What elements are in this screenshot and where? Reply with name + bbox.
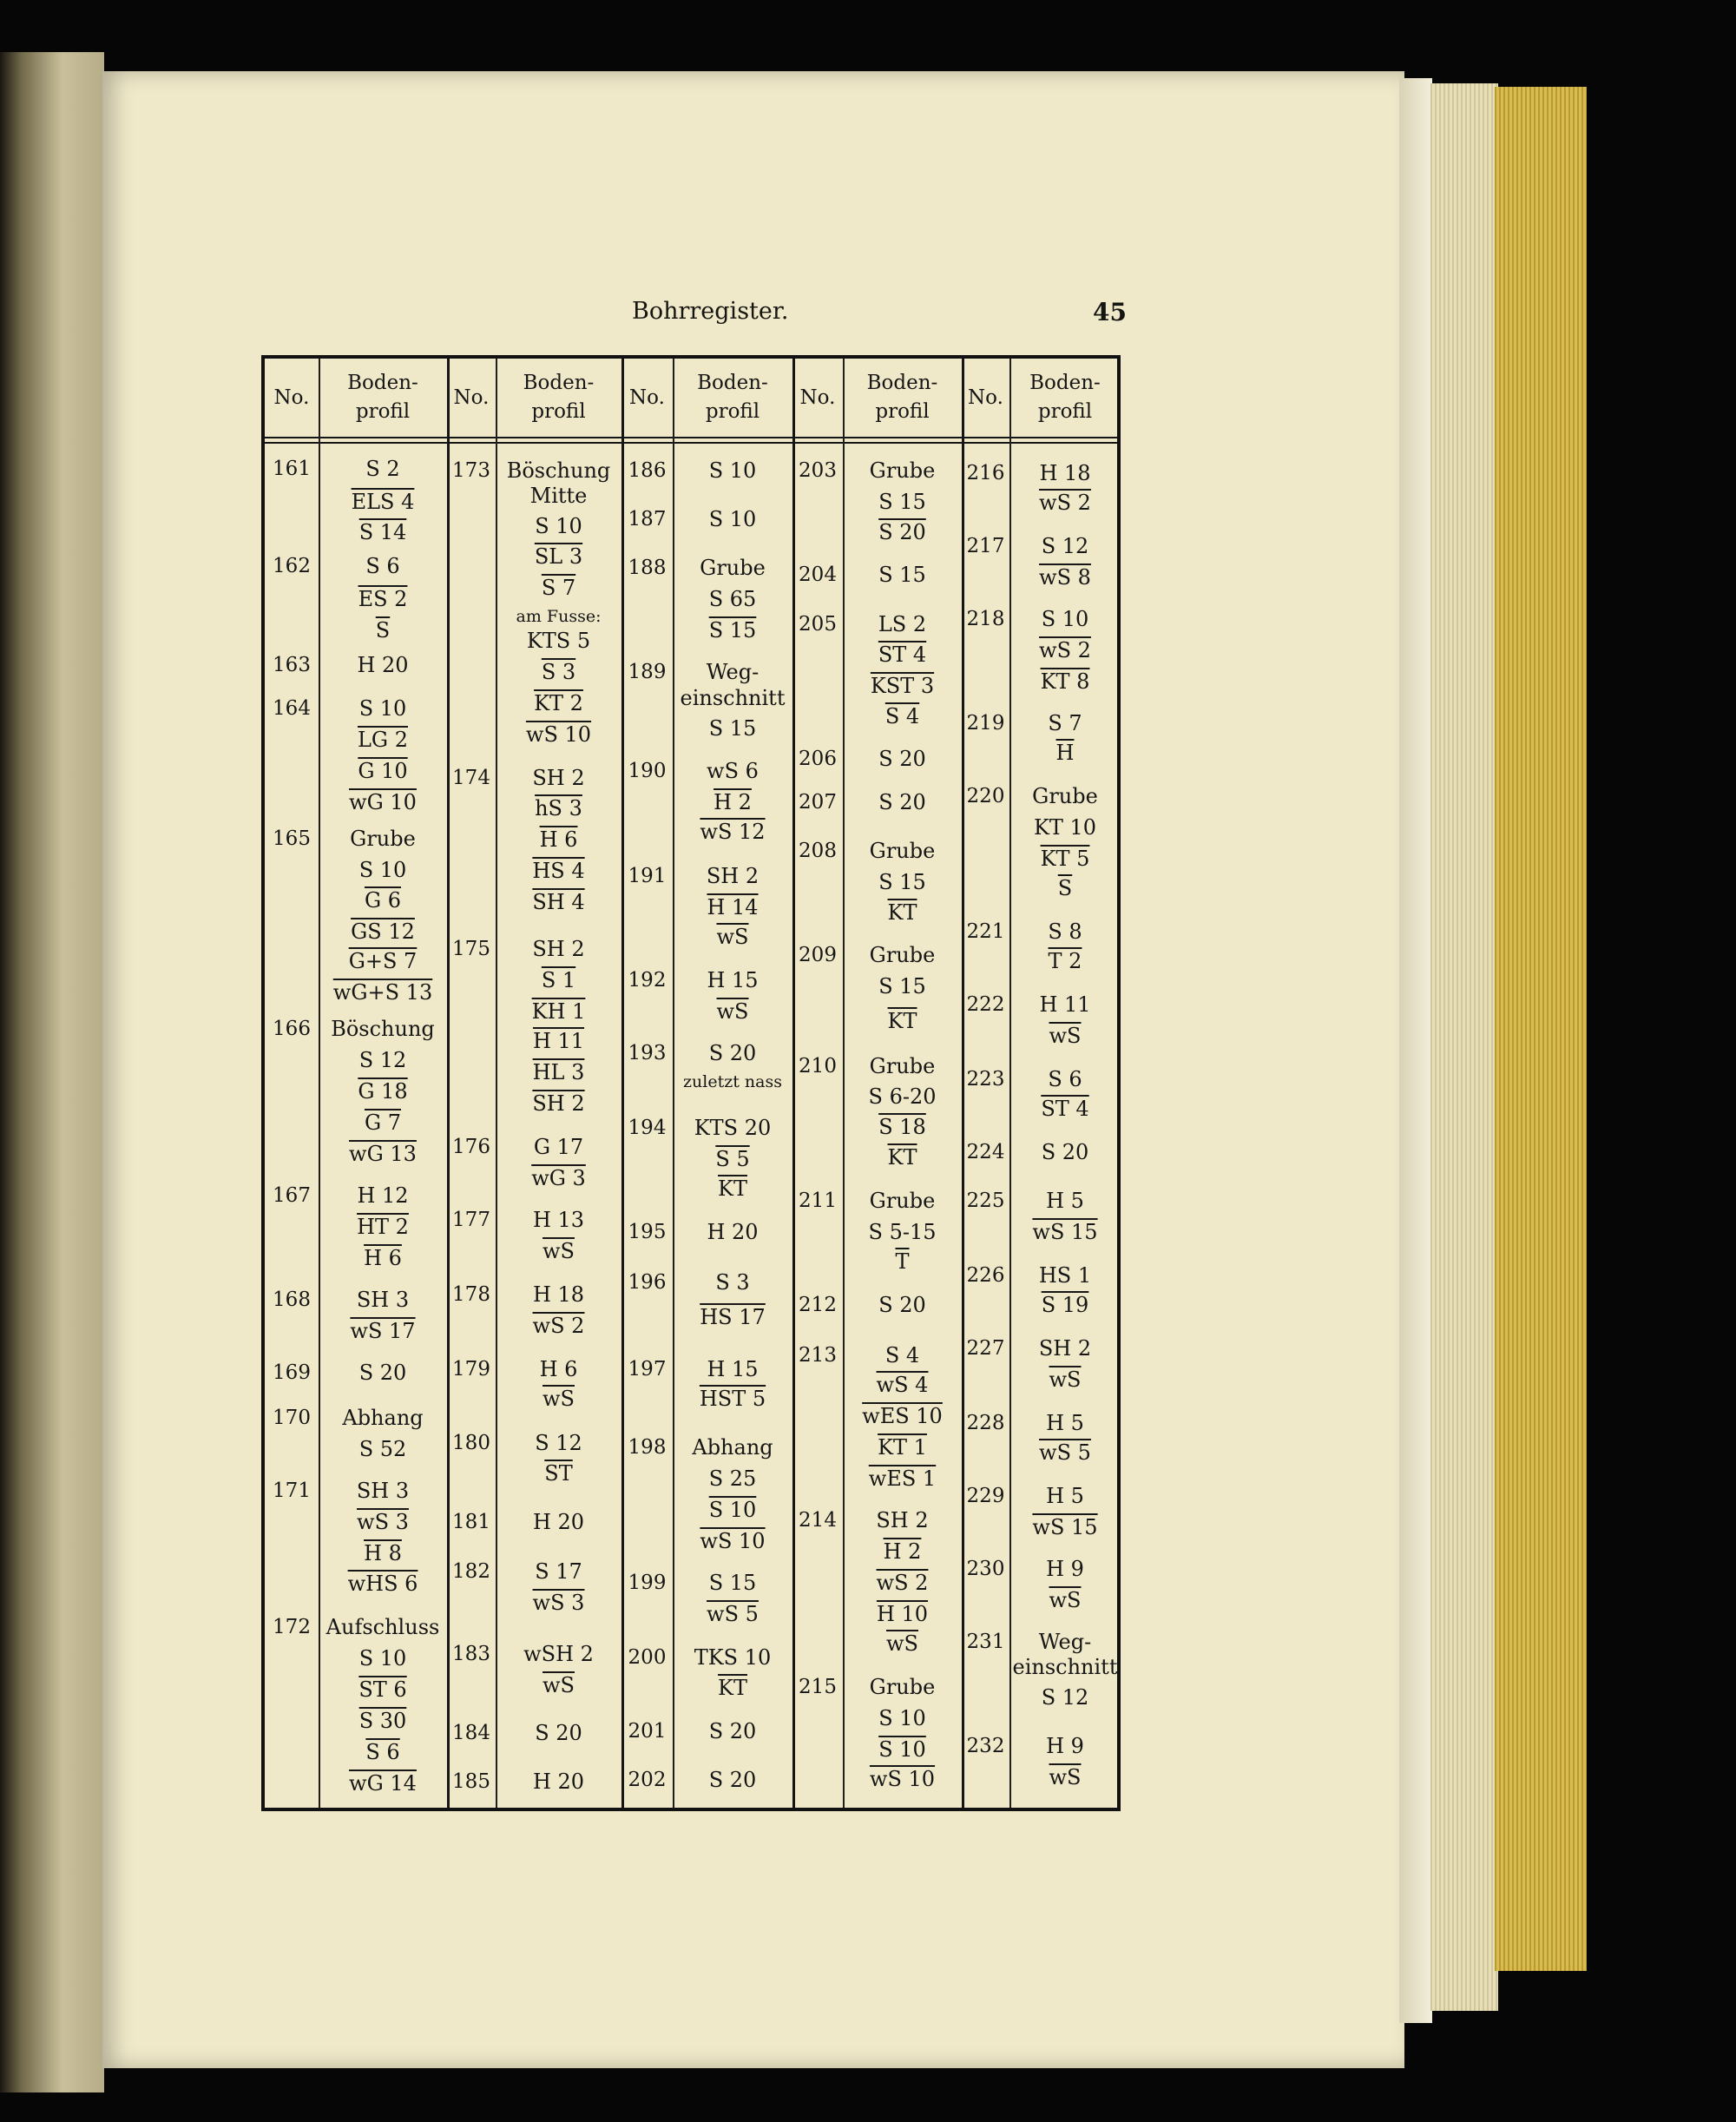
bodenprofil-layer: S 8: [1048, 919, 1082, 945]
bodenprofil-layer: S 18: [878, 1114, 926, 1139]
bohrung-number: 229: [966, 1485, 1005, 1508]
bodenprofil-layer: wG 3: [531, 1165, 586, 1190]
bodenprofil-layer: S 20: [708, 1041, 757, 1066]
bodenprofil-layer: S 20: [358, 1361, 407, 1386]
bodenprofil-layer: TKS 10: [694, 1644, 772, 1670]
bodenprofil-layer: S 15: [878, 869, 926, 894]
bohrung-number: 218: [966, 608, 1005, 631]
bodenprofil-layer: $\overline{S}$: [1057, 876, 1073, 901]
bodenprofil-layer: HT 2: [357, 1214, 409, 1239]
bohrung-number: 222: [966, 993, 1005, 1017]
bodenprofil-layer: $\overline{T}$: [895, 1249, 910, 1275]
bodenprofil-layer: LG 2: [357, 727, 408, 752]
page-number: 45: [1093, 298, 1127, 326]
bohrung-number: 164: [273, 697, 311, 721]
bodenprofil-layer: HS 4: [532, 859, 585, 884]
bodenprofil-layer: einschnitt: [680, 685, 786, 710]
bohrung-number: 165: [273, 827, 311, 850]
bohrung-number: 219: [966, 712, 1005, 735]
bodenprofil-layer: wS 15: [1032, 1514, 1098, 1539]
bodenprofil-layer: H 13: [532, 1208, 585, 1233]
bohrung-number: 199: [628, 1571, 667, 1594]
bodenprofil-layer: zuletzt nass: [683, 1072, 782, 1092]
bohrung-number: 169: [273, 1361, 311, 1385]
bodenprofil-layer: G 17: [533, 1135, 584, 1160]
bodenprofil-layer: S 6: [365, 1739, 400, 1764]
bodenprofil-layer: H 2: [713, 789, 752, 814]
header-rule-double: [265, 442, 1117, 444]
bohrung-number: 208: [799, 839, 837, 862]
bodenprofil-layer: Aufschluss: [326, 1615, 440, 1640]
bohrung-number: 204: [799, 563, 837, 586]
bohrung-number: 226: [966, 1264, 1005, 1288]
bohrung-number: 203: [799, 458, 837, 482]
bodenprofil-layer: wG 13: [349, 1141, 417, 1166]
bohrung-number: 166: [273, 1018, 311, 1041]
bohrung-number: 210: [799, 1054, 837, 1077]
bodenprofil-layer: ST 4: [1041, 1097, 1089, 1122]
bodenprofil-layer: H 5: [1046, 1484, 1084, 1509]
bodenprofil-layer: wS 2: [1039, 638, 1091, 662]
bodenprofil-layer: H 11: [1039, 992, 1091, 1018]
bohrung-number: 176: [452, 1136, 490, 1159]
bodenprofil-layer: S 20: [878, 746, 926, 771]
bodenprofil-layer: S 1: [541, 968, 576, 993]
bodenprofil-layer: wHS 6: [347, 1572, 418, 1597]
bodenprofil-layer: S 5-15: [868, 1220, 937, 1245]
bodenprofil-layer: wES 10: [862, 1404, 943, 1429]
bohrung-number: 198: [628, 1436, 667, 1460]
bohrung-number: 207: [799, 790, 837, 814]
bohrung-number: 225: [966, 1190, 1005, 1213]
bodenprofil-layer: S 10: [358, 857, 407, 882]
bodenprofil-layer: H 2: [883, 1539, 922, 1565]
header-bodenprofil: Boden- profil: [1029, 372, 1101, 423]
bodenprofil-layer: Mitte: [529, 484, 588, 509]
bohrung-number: 187: [628, 507, 667, 530]
bodenprofil-layer: wS 8: [1039, 564, 1091, 590]
bohrung-number: 200: [628, 1645, 667, 1669]
bodenprofil-layer: S 6: [1048, 1067, 1082, 1092]
bodenprofil-layer: S 15: [708, 617, 757, 643]
bodenprofil-layer: G 10: [358, 758, 408, 783]
bodenprofil-layer: KT 5: [1040, 847, 1090, 872]
bodenprofil-layer: Grube: [869, 1189, 936, 1214]
bohrung-number: 171: [273, 1479, 311, 1502]
bohrung-number: 181: [452, 1510, 490, 1533]
bodenprofil-layer: T 2: [1048, 949, 1082, 974]
bodenprofil-layer: S 10: [358, 696, 407, 722]
bodenprofil-layer: $\overline{wS}$: [1049, 1588, 1082, 1613]
bodenprofil-layer: S 14: [358, 520, 407, 545]
header-bodenprofil: Boden- profil: [347, 372, 418, 423]
gilt-page-edge: [1495, 87, 1587, 1971]
bodenprofil-layer: ES 2: [358, 586, 408, 611]
bodenprofil-layer: ELS 4: [351, 489, 415, 514]
bodenprofil-layer: H 20: [532, 1509, 585, 1534]
bodenprofil-layer: H 14: [707, 895, 759, 920]
bodenprofil-layer: KT 8: [1040, 669, 1090, 694]
bodenprofil-layer: Grube: [700, 555, 766, 580]
bodenprofil-layer: wS 12: [700, 819, 766, 844]
bohrung-number: 172: [273, 1616, 311, 1639]
bodenprofil-layer: H 10: [876, 1601, 929, 1626]
bodenprofil-layer: wG 14: [349, 1770, 417, 1796]
bodenprofil-layer: wS 10: [525, 722, 592, 747]
bodenprofil-layer: wS 3: [357, 1509, 409, 1534]
bodenprofil-layer: S 7: [1048, 711, 1082, 736]
bodenprofil-layer: S 20: [878, 789, 926, 814]
bodenprofil-layer: $\overline{wS}$: [886, 1631, 918, 1657]
bohrung-number: 180: [452, 1432, 490, 1455]
bohrung-number: 205: [799, 613, 837, 636]
bodenprofil-layer: S 12: [1041, 533, 1089, 558]
bodenprofil-layer: S 20: [1041, 1140, 1089, 1165]
bohrung-number: 173: [452, 458, 490, 482]
bodenprofil-layer: S 52: [358, 1436, 407, 1461]
bodenprofil-layer: $\overline{KT}$: [718, 1676, 747, 1701]
bodenprofil-layer: SH 3: [356, 1478, 410, 1503]
bodenprofil-layer: wS 2: [876, 1570, 929, 1595]
bodenprofil-layer: S 10: [708, 458, 757, 483]
facing-page-edge: [0, 52, 104, 2092]
bodenprofil-layer: Abhang: [342, 1405, 424, 1430]
bodenprofil-layer: Böschung: [331, 1017, 435, 1042]
bodenprofil-layer: ST 6: [358, 1677, 407, 1703]
header-no: No.: [273, 386, 310, 409]
bohrung-number: 214: [799, 1509, 837, 1532]
bodenprofil-layer: H 9: [1046, 1734, 1084, 1759]
bodenprofil-layer: S 15: [708, 716, 757, 741]
bodenprofil-layer: $\overline{H}$: [1055, 741, 1075, 766]
bodenprofil-layer: HS 17: [700, 1305, 766, 1330]
bodenprofil-layer: SH 3: [356, 1288, 410, 1313]
bodenprofil-layer: Grube: [1032, 784, 1098, 809]
bodenprofil-layer: S 7: [541, 576, 576, 601]
bohrung-number: 184: [452, 1721, 490, 1744]
bodenprofil-layer: H 8: [364, 1540, 402, 1565]
bodenprofil-layer: S 17: [535, 1559, 582, 1585]
bodenprofil-layer: S 25: [708, 1466, 757, 1491]
bohrung-number: 168: [273, 1288, 311, 1312]
bodenprofil-layer: S 2: [365, 457, 400, 482]
bohrung-number: 170: [273, 1406, 311, 1429]
bodenprofil-layer: wS 15: [1032, 1220, 1098, 1245]
bodenprofil-layer: hS 3: [535, 796, 582, 821]
page-block-edge: [1399, 78, 1432, 2023]
bohrung-number: 183: [452, 1643, 490, 1666]
bodenprofil-layer: $\overline{wS}$: [1049, 1765, 1082, 1790]
bodenprofil-layer: HL 3: [532, 1060, 585, 1085]
bodenprofil-layer: SH 2: [532, 765, 585, 790]
bohrung-number: 192: [628, 969, 667, 992]
bodenprofil-layer: KT 1: [878, 1435, 927, 1460]
bohrung-number: 189: [628, 660, 667, 683]
bodenprofil-layer: Grube: [869, 942, 936, 967]
bodenprofil-layer: SH 2: [876, 1508, 929, 1533]
bodenprofil-layer: $\overline{KT}$: [887, 1145, 917, 1170]
bodenprofil-layer: KT 2: [534, 690, 583, 715]
bodenprofil-layer: S 3: [715, 1269, 750, 1295]
bodenprofil-layer: S 15: [708, 1570, 757, 1595]
bodenprofil-layer: KT 10: [1033, 815, 1097, 840]
bohrung-number: 213: [799, 1344, 837, 1367]
bodenprofil-layer: S 10: [358, 1646, 407, 1671]
bohrung-number: 162: [273, 555, 311, 578]
bodenprofil-layer: S 15: [878, 489, 926, 514]
bohrung-number: 212: [799, 1294, 837, 1317]
bodenprofil-layer: H 5: [1046, 1189, 1084, 1214]
bodenprofil-layer: Grube: [350, 826, 416, 851]
bodenprofil-layer: S 6-20: [868, 1084, 937, 1110]
bodenprofil-layer: S 5: [715, 1147, 750, 1172]
bodenprofil-layer: wG+S 13: [332, 980, 433, 1005]
header-no: No.: [453, 386, 490, 409]
running-title: Bohrregister.: [632, 298, 789, 325]
bohrung-number: 223: [966, 1068, 1005, 1091]
bodenprofil-layer: SH 2: [532, 937, 585, 962]
bodenprofil-layer: KST 3: [870, 673, 935, 698]
bodenprofil-layer: H 15: [707, 968, 759, 993]
bohrung-number: 161: [273, 458, 311, 481]
bodenprofil-layer: KH 1: [531, 999, 586, 1025]
bodenprofil-layer: S 10: [535, 513, 582, 538]
bodenprofil-layer: KTS 20: [694, 1116, 772, 1141]
bohrregister-table: [261, 355, 1121, 1811]
bodenprofil-layer: GS 12: [351, 919, 415, 945]
bodenprofil-layer: H 5: [1046, 1410, 1084, 1435]
page-stack-edge: [1430, 83, 1498, 2011]
bodenprofil-layer: H 20: [357, 653, 409, 678]
bodenprofil-layer: H 6: [539, 1356, 578, 1381]
bohrung-number: 216: [966, 461, 1005, 484]
bodenprofil-layer: wS 2: [1039, 491, 1091, 516]
bohrung-number: 188: [628, 556, 667, 579]
bodenprofil-layer: H 11: [532, 1029, 585, 1054]
bohrung-number: 185: [452, 1770, 490, 1793]
bodenprofil-layer: SH 2: [532, 1091, 585, 1117]
bohrung-number: 217: [966, 534, 1005, 557]
bodenprofil-layer: Grube: [869, 1053, 936, 1078]
bohrung-number: 179: [452, 1357, 490, 1381]
bodenprofil-layer: Böschung: [506, 458, 611, 483]
bohrung-number: 209: [799, 943, 837, 966]
bodenprofil-layer: $\overline{S}$: [375, 617, 391, 643]
bodenprofil-layer: ST 4: [878, 642, 927, 667]
bohrung-number: 211: [799, 1190, 837, 1213]
bodenprofil-layer: S 10: [878, 1736, 926, 1762]
bodenprofil-layer: wSH 2: [523, 1642, 594, 1667]
bodenprofil-layer: H 12: [357, 1183, 409, 1209]
bohrung-number: 202: [628, 1769, 667, 1792]
bodenprofil-layer: $\overline{wS}$: [716, 999, 749, 1025]
bodenprofil-layer: Grube: [869, 1674, 936, 1699]
column-rule: [447, 359, 450, 1808]
bodenprofil-layer: H 20: [532, 1769, 585, 1794]
bodenprofil-layer: Weg-: [706, 659, 760, 684]
bodenprofil-layer: H 15: [707, 1356, 759, 1381]
bohrung-number: 197: [628, 1357, 667, 1381]
bohrung-number: 221: [966, 920, 1005, 944]
bodenprofil-layer: wS 6: [707, 758, 759, 783]
bodenprofil-layer: S 12: [358, 1048, 407, 1073]
bodenprofil-layer: S 20: [708, 1768, 757, 1793]
bodenprofil-layer: SH 2: [1038, 1336, 1092, 1361]
bohrung-number: 182: [452, 1560, 490, 1584]
bodenprofil-layer: HS 1: [1038, 1263, 1092, 1288]
bohrung-number: 201: [628, 1720, 667, 1743]
bodenprofil-layer: H 18: [1039, 460, 1091, 485]
bodenprofil-layer: LS 2: [878, 612, 927, 637]
bodenprofil-layer: $\overline{KT}$: [887, 1009, 917, 1034]
bohrung-number: 220: [966, 785, 1005, 808]
bodenprofil-layer: H 9: [1046, 1557, 1084, 1582]
bodenprofil-layer: G 7: [364, 1110, 402, 1135]
bohrung-number: 196: [628, 1270, 667, 1294]
bodenprofil-layer: wS 3: [532, 1591, 585, 1616]
bodenprofil-layer: wES 1: [868, 1466, 937, 1491]
bodenprofil-layer: S 10: [708, 1497, 757, 1522]
bodenprofil-layer: S 6: [365, 554, 400, 579]
bodenprofil-layer: Grube: [869, 458, 936, 483]
bohrung-number: 232: [966, 1735, 1005, 1758]
bohrung-number: 167: [273, 1184, 311, 1208]
bohrung-number: 195: [628, 1221, 667, 1244]
bodenprofil-layer: S 12: [535, 1431, 582, 1456]
bodenprofil-layer: G 18: [358, 1079, 408, 1104]
bodenprofil-layer: S 15: [878, 973, 926, 998]
bodenprofil-layer: S 10: [1041, 607, 1089, 632]
bodenprofil-layer: G 6: [364, 888, 402, 913]
bodenprofil-layer: $\overline{wS}$: [542, 1239, 575, 1264]
bodenprofil-layer: Abhang: [692, 1435, 773, 1460]
bodenprofil-layer: S 15: [878, 562, 926, 587]
bohrung-number: 206: [799, 747, 837, 770]
bodenprofil-layer: S 20: [708, 1719, 757, 1744]
bodenprofil-layer: S 10: [878, 1705, 926, 1730]
bodenprofil-layer: $\overline{KT}$: [887, 900, 917, 926]
bodenprofil-layer: am Fusse:: [516, 607, 602, 627]
bodenprofil-layer: wG 10: [349, 789, 417, 814]
bohrung-number: 224: [966, 1141, 1005, 1164]
bodenprofil-layer: $\overline{ST}$: [544, 1460, 573, 1486]
header-no: No.: [629, 386, 665, 409]
bohrung-number: 191: [628, 865, 667, 888]
bodenprofil-layer: S 12: [1041, 1685, 1089, 1710]
bodenprofil-layer: wS 10: [869, 1766, 936, 1791]
bohrung-number: 215: [799, 1675, 837, 1698]
bohrung-number: 186: [628, 458, 667, 482]
bodenprofil-layer: wS 5: [1039, 1440, 1091, 1466]
bodenprofil-layer: S 20: [535, 1720, 582, 1745]
header-bodenprofil: Boden- profil: [866, 372, 938, 423]
bodenprofil-layer: Weg-: [1038, 1630, 1092, 1655]
bodenprofil-layer: KTS 5: [526, 629, 591, 654]
bohrung-number: 228: [966, 1411, 1005, 1434]
header-no: No.: [968, 386, 1003, 409]
bohrung-number: 230: [966, 1558, 1005, 1581]
bodenprofil-layer: SH 2: [706, 864, 760, 889]
header-bodenprofil: Boden- profil: [523, 372, 595, 423]
bohrung-number: 193: [628, 1042, 667, 1065]
bohrung-number: 175: [452, 938, 490, 961]
bodenprofil-layer: S 10: [708, 506, 757, 531]
bohrung-number: 227: [966, 1337, 1005, 1361]
bodenprofil-layer: Grube: [869, 838, 936, 863]
header-bodenprofil: Boden- profil: [697, 372, 768, 423]
bodenprofil-layer: SH 4: [532, 889, 585, 914]
bodenprofil-layer: H 6: [364, 1245, 402, 1270]
bodenprofil-layer: $\overline{wS}$: [1049, 1024, 1082, 1049]
bodenprofil-layer: $\overline{wS}$: [1049, 1367, 1082, 1393]
bodenprofil-layer: wS 10: [700, 1528, 766, 1553]
bohrung-number: 178: [452, 1282, 490, 1306]
bodenprofil-layer: HST 5: [699, 1386, 766, 1411]
bohrung-number: 177: [452, 1209, 490, 1232]
bodenprofil-layer: SL 3: [534, 544, 583, 570]
bodenprofil-layer: wS 2: [532, 1313, 585, 1338]
bodenprofil-layer: S 4: [884, 1343, 920, 1368]
bodenprofil-layer: S 30: [358, 1708, 407, 1733]
bodenprofil-layer: S 3: [541, 659, 576, 684]
bodenprofil-layer: $\overline{wS}$: [542, 1673, 575, 1698]
bodenprofil-layer: S 4: [884, 704, 920, 729]
bodenprofil-layer: wS 4: [876, 1373, 929, 1398]
bohrung-number: 231: [966, 1631, 1005, 1654]
bodenprofil-layer: $\overline{wS}$: [542, 1386, 575, 1411]
bodenprofil-layer: wS 17: [350, 1318, 416, 1343]
bodenprofil-layer: S 65: [708, 586, 757, 611]
bodenprofil-layer: S 20: [878, 520, 926, 545]
bohrung-number: 174: [452, 766, 490, 789]
bodenprofil-layer: H 20: [707, 1220, 759, 1245]
bodenprofil-layer: wS 5: [707, 1601, 759, 1626]
bodenprofil-layer: G+S 7: [348, 949, 418, 974]
bodenprofil-layer: S 19: [1041, 1293, 1089, 1318]
bohrung-number: 190: [628, 759, 667, 782]
bodenprofil-layer: H 6: [539, 827, 578, 853]
bodenprofil-layer: S 20: [878, 1293, 926, 1318]
bodenprofil-layer: H 18: [532, 1282, 585, 1307]
header-rule: [265, 437, 1117, 438]
bodenprofil-layer: $\overline{KT}$: [718, 1176, 747, 1202]
header-no: No.: [799, 386, 836, 409]
bodenprofil-layer: $\overline{wS}$: [716, 925, 749, 950]
bohrung-number: 163: [273, 654, 311, 677]
bohrung-number: 194: [628, 1117, 667, 1140]
bodenprofil-layer: einschnitt: [1012, 1654, 1118, 1679]
